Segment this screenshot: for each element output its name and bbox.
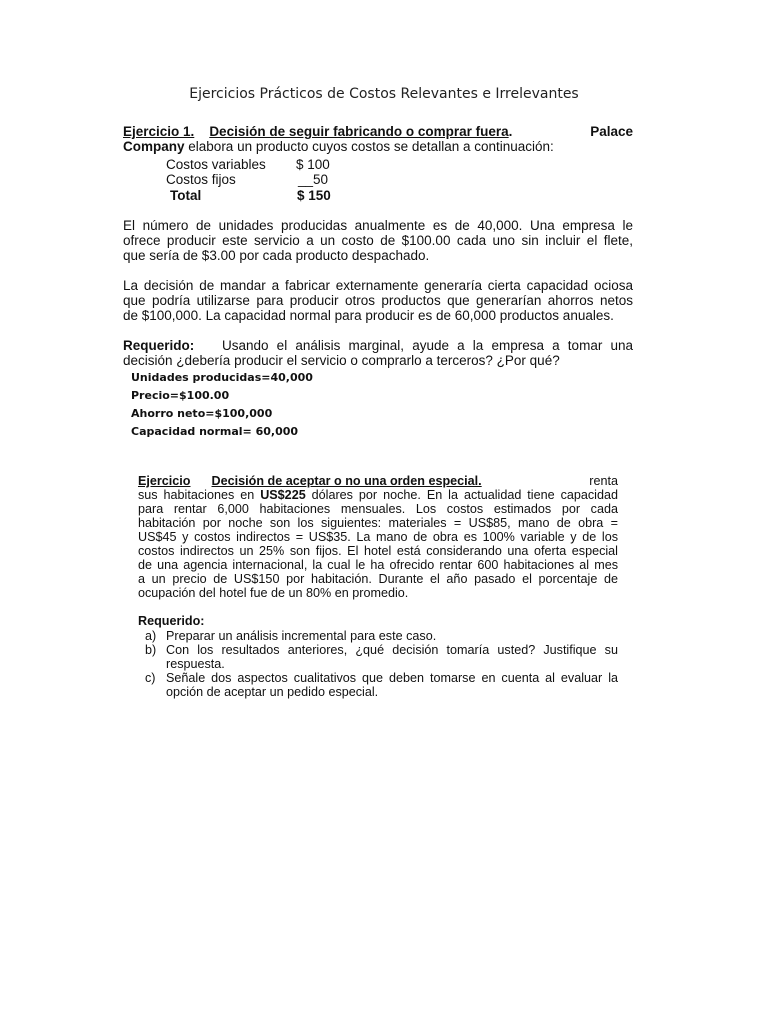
ex2-line3: habitación por noche son los siguientes: materiales = US$85, mano de obra =	[138, 516, 618, 530]
ex2-item-b-line1: b) Con los resultados anteriores, ¿qué decisión tomaría usted? Justifique su	[145, 643, 618, 657]
ex2-line5: costos indirectos un 25% son fijos. El hotel está considerando una oferta especial	[138, 544, 618, 558]
ex2-item-a: a) Preparar un análisis incremental para este caso.	[145, 629, 437, 643]
ex2-heading-title: Decisión de aceptar o no una orden especial.	[211, 474, 482, 488]
cost-label-fixed: Costos fijos	[166, 172, 236, 187]
ex2-line4: US$45 y costos indirectos = US$35. La mano de obra es 100% variable y de los	[138, 530, 618, 544]
ex1-req-label: Requerido:	[123, 338, 195, 353]
ex1-para2-line1: La decisión de mandar a fabricar externamente generaría cierta capacidad ociosa	[123, 278, 633, 293]
ex1-para1-line1: El número de unidades producidas anualmente es de 40,000. Una empresa le	[123, 218, 633, 233]
ex2-line2: para rentar 6,000 habitaciones mensuales. Los costos estimados por cada	[138, 502, 618, 516]
ex2-item-c-line2: opción de aceptar un pedido especial.	[166, 685, 379, 699]
ex2-line8: ocupación del hotel fue de un 80% en promedio.	[138, 586, 409, 600]
document-title: Ejercicios Prácticos de Costos Relevantes e Irrelevantes	[189, 86, 579, 102]
ex2-heading-tail: renta	[589, 474, 618, 488]
ex1-heading-dot: .	[508, 124, 513, 139]
cost-label-variable: Costos variables	[166, 157, 266, 172]
ex1-company-b: Company	[123, 139, 185, 154]
ex1-heading-title: Decisión de seguir fabricando o comprar fuera	[209, 124, 509, 139]
ex2-line1: sus habitaciones en US$225 dólares por noche. En la actualidad tiene capacidad	[138, 488, 618, 502]
cost-value-variable: $ 100	[296, 157, 330, 172]
ex1-intro-line	[123, 139, 554, 154]
ex1-para2-line2: que podría utilizarse para producir otros productos que generarían ahorros netos	[123, 293, 633, 308]
ex1-req-line1: Usando el análisis marginal, ayude a la empresa a tomar una	[222, 338, 633, 353]
ex2-item-b-line2: respuesta.	[166, 657, 225, 671]
ex1-intro: elabora un producto cuyos costos se detallan a continuación:	[188, 139, 554, 154]
ex1-heading	[123, 124, 512, 139]
ex2-price: US$225	[260, 488, 306, 502]
note-price: Precio=$100.00	[131, 389, 230, 402]
ex2-heading	[138, 474, 482, 488]
ex2-line6: de una agencia internacional, la cual le ha ofrecido rentar 600 habitaciones al mes	[138, 558, 618, 572]
ex1-company-a: Palace	[590, 124, 633, 139]
ex1-req-line2: decisión ¿debería producir el servicio o comprarlo a terceros? ¿Por qué?	[123, 353, 560, 368]
ex1-para2-line3: de $100,000. La capacidad normal para producir es de 60,000 productos anuales.	[123, 308, 614, 323]
ex2-line7: a un precio de US$150 por habitación. Durante el año pasado el porcentaje de	[138, 572, 618, 586]
cost-label-total: Total	[170, 188, 202, 203]
ex2-item-c-line1: c) Señale dos aspectos cualitativos que deben tomarse en cuenta al evaluar la	[145, 671, 618, 685]
ex1-para1-line3: que sería de $3.00 por cada producto despachado.	[123, 248, 430, 263]
note-units: Unidades producidas=40,000	[131, 371, 313, 384]
ex1-heading-prefix: Ejercicio 1.	[123, 124, 195, 139]
note-capacity: Capacidad normal= 60,000	[131, 425, 299, 438]
ex1-para1-line2: ofrece producir este servicio a un costo de $100.00 cada uno sin incluir el flete,	[123, 233, 633, 248]
cost-value-fixed: __50	[298, 172, 329, 187]
ex2-req-label: Requerido:	[138, 614, 205, 628]
note-savings: Ahorro neto=$100,000	[131, 407, 273, 420]
ex2-heading-prefix: Ejercicio	[138, 474, 191, 488]
cost-value-total: $ 150	[297, 188, 331, 203]
